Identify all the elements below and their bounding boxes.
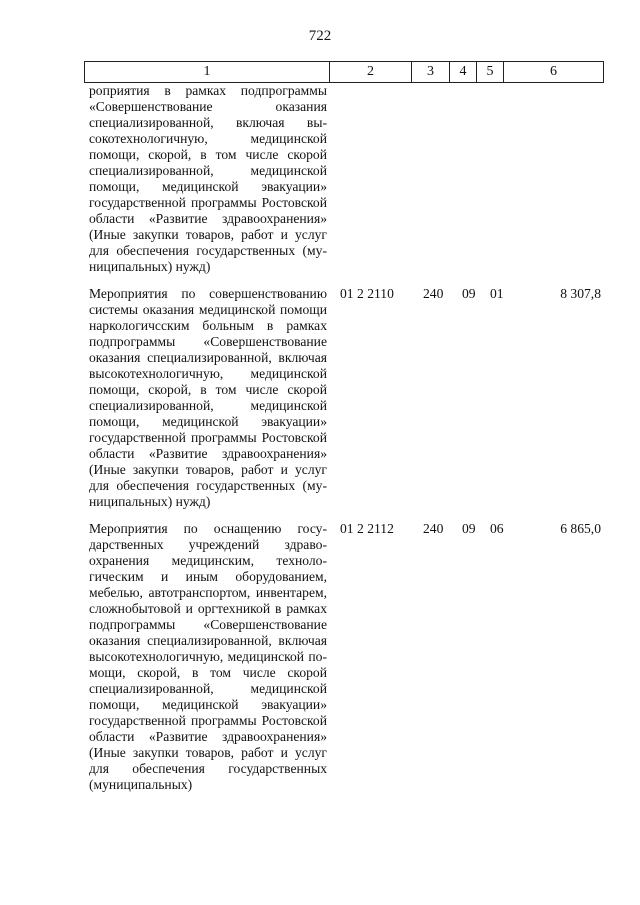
- table-row: [84, 286, 604, 510]
- row-amount: 6 865,0: [560, 521, 601, 536]
- row-expense-type: 240: [423, 521, 444, 536]
- row-target-code: 01 2 2110: [340, 286, 394, 301]
- row-subsection: 06: [490, 521, 504, 536]
- row-description: Мероприятия по оснащению государственных учреждений здравоохранения медицинским, технологическим и иным оборудованием, мебелью, автотранспортом, инвентарем, сложнобытовой и оргтехникой в рамках подпрограммы «Совершенствование оказания специализированной, включая высокотехнологичную, медицинской помощи, скорой, в том числе скорой специализированной, медицинской помощи, медицинской эвакуации» государственной программы Ростовской области «Развитие здравоохранения» (Иные закупки товаров, работ и услуг для обеспечения государственных (муниципальных): [89, 521, 327, 792]
- row-subsection: 01: [490, 286, 504, 301]
- row-description: роприятия в рамках подпрограммы «Совершенствование оказания специализированной, включая высокотехнологичную, медицинской помощи, скорой, в том числе скорой специализированной, медицинской помощи, медицинской эвакуации» государственной программы Ростовской области «Развитие здравоохранения» (Иные закупки товаров, работ и услуг для обеспечения государственных (муниципальных) нужд): [89, 83, 327, 274]
- row-section: 09: [462, 521, 476, 536]
- row-section: 09: [462, 286, 476, 301]
- table-row: [84, 83, 604, 275]
- table-row: [84, 521, 604, 793]
- column-header-1: 1: [85, 62, 330, 83]
- table-body: [84, 83, 604, 793]
- column-header-4: 4: [450, 62, 477, 83]
- column-header-5: 5: [477, 62, 504, 83]
- column-header-6: 6: [504, 62, 604, 83]
- column-header-row: [85, 62, 604, 83]
- page-number: 722: [308, 28, 332, 44]
- column-header-3: 3: [412, 62, 450, 83]
- column-header-table: [84, 61, 604, 83]
- column-header-2: 2: [330, 62, 412, 83]
- row-target-code: 01 2 2112: [340, 521, 394, 536]
- row-expense-type: 240: [423, 286, 444, 301]
- row-description: Мероприятия по совершенствованию системы оказания медицинской помощи наркологичсским больным в рамках подпрограммы «Совершенствование оказания специализированной, включая высокотехнологичную, медицинской помощи, скорой, в том числе скорой специализированной, медицинской помощи, медицинской эвакуации» государственной программы Ростовской области «Развитие здравоохранения» (Иные закупки товаров, работ и услуг для обеспечения государственных (муниципальных) нужд): [89, 286, 327, 509]
- row-amount: 8 307,8: [560, 286, 601, 301]
